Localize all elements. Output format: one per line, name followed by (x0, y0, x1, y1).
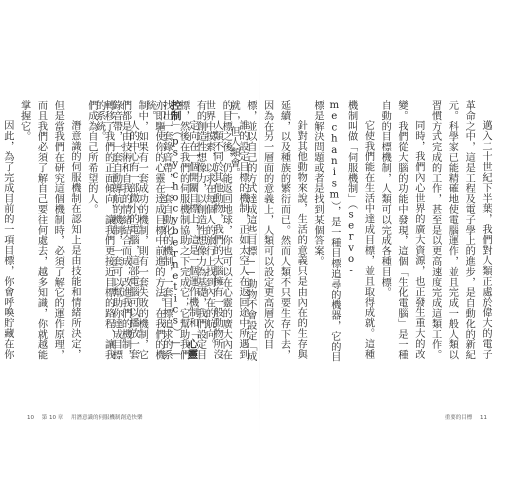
left-paragraph-1: 誰的設定目標的機制，正如太空人在返回途中所遇到的目標之後，仍能返回地球，你也可以在心靈的廣大內在世界中摸索，以求在每個人的旅行上找到內在的航向。 (203, 100, 248, 360)
right-paragraph-1: 邁入二十世紀下半葉，我們對人類正處於偉大的電子革命之中，這是工程及電子學上的進步，是自動化的新紀元。科學家已能精確地使電腦運作，並且完成一般人類以習慣方式完成的工作，甚至是以更高速度完成這類工作。 (429, 100, 491, 360)
right-paragraph-2: 同時，我們內心世界的廣大資源，也正發生重大的改變。我們從大腦的功能中發現，這個「生化電腦」是一種自動的目標機制，人類可以完成各種目標。 (379, 100, 424, 360)
right-paragraph-5: 人類不同於其他動物，我們的大腦擁有一般動物所沒有的創造性想像力，以創造性想像力為基礎，我們設定目標，然後在我們的伺服機制協助之下完成它；它幫助我們找出一套錄音帶，一套自動化的機制，一套目標追求的系統。 (144, 100, 223, 360)
emphasis-term: 心靈控制 (168, 100, 198, 360)
right-paragraph-3: 它使我們能在生活中達成目標，並且取得成就。這種機制叫做「伺服機制」（servo-mechanism），是一種目標追尋的機器，它的目標是解決問題或者是找到某個答案。 (312, 100, 374, 363)
left-paragraph-3: 潛意識的伺服機制在認知上是由技能和情緒所決定，但是當我們在研究這個機制時，必須了解它的運作原理，而且我們必須了解自己要往何處去，越多知識，你就越能掌握它。 (18, 100, 81, 360)
right-paragraph-4: 針對其他動物來說，生活的意義只是由內在的生存與延續，以及種族的繁衍而已。然而人類不只要生存下去，因為在另一層面的意義上，人類可以設定更高層次的目標，並以自己的方式達成這些目標——動物不會設定「成就」，但人類會。 (228, 100, 307, 362)
left-page-footer (27, 413, 143, 421)
left-paragraph-4: 因此，為了完成目前的一項目標，你會呼喚貯藏在你 (1, 120, 13, 360)
left-running-title: 用潛意識的伺服機制創造快樂 (71, 415, 143, 421)
right-paragraph-6: 人的中心有一部微小的電腦，這部電腦可以播放一套錄音帶，一套自動導航的機制，一套可以幫助你達成目標的系統。 (93, 100, 139, 360)
right-page-footer (445, 413, 493, 421)
right-running-title: 重要的目標 (444, 415, 473, 421)
left-paragraph-2: 定向在一個開關目標上，這是一個運作機制和「心靈控制」（psychocybernetics）——亦即驅使你的心靈在達成目標中前進的方法。在我們的機制中，如果有一套成功的機制，則有一套失敗的機制，它們都是由技術和自我的情緒結合而成；改進我們的機制，轉移了我們的正面傾向，讓我們更接近目標的路程、讓我們成為自己所希望的人。 (85, 100, 198, 360)
right-page-number: 11 (480, 415, 487, 421)
left-chapter-label: 第 10 章 (41, 415, 64, 421)
left-page-number: 10 (27, 415, 34, 421)
